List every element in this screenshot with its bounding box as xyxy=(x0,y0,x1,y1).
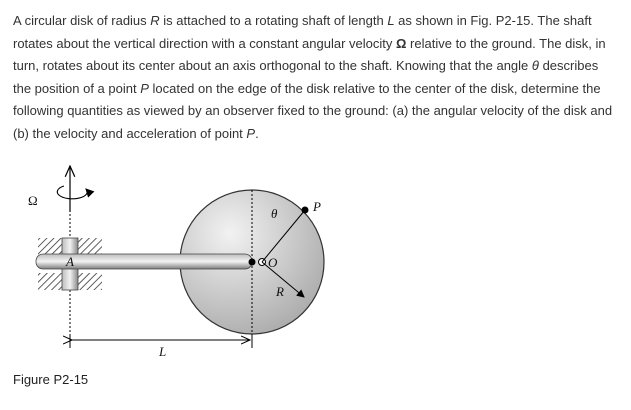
bearing-top-left xyxy=(38,238,62,255)
text-part: describes the position of a point xyxy=(13,58,599,96)
label-O: O xyxy=(268,255,278,270)
figure-caption: Figure P2-15 xyxy=(13,372,89,387)
figure-p2-15 xyxy=(0,150,360,370)
rotation-arrow xyxy=(57,186,87,199)
var-omega: Ω xyxy=(396,35,407,51)
label-P: P xyxy=(313,199,321,214)
point-P xyxy=(302,207,309,214)
bearing-bottom-right xyxy=(78,273,102,290)
text-part: relative to the ground. The disk, in turn, rotates about its center about an axis orthogonal to the shaft. Knowing that the angle xyxy=(13,35,606,74)
label-A: A xyxy=(66,254,74,269)
var-R: R xyxy=(150,13,160,28)
text-part: as shown in Fig. P2-15. The shaft rotates about the vertical direction with a constant angular velocity xyxy=(13,13,592,51)
bearing-top-right xyxy=(78,238,102,255)
text-part: located on the edge of the disk relative to the center of the disk, determine the following quantities as viewed by an observer fixed to the ground: (a) the angular velocity of the disk and (b) the velocity and acceleration of point xyxy=(13,80,613,141)
text-part: is attached to a rotating shaft of length xyxy=(159,13,388,28)
label-R: R xyxy=(276,284,284,299)
label-L: L xyxy=(159,344,167,359)
label-theta: θ xyxy=(271,206,278,221)
label-omega: Ω xyxy=(28,193,38,208)
problem-statement xyxy=(13,10,619,146)
var-P: P xyxy=(140,80,149,96)
text-part: . xyxy=(255,125,259,141)
var-P: P xyxy=(246,125,256,141)
var-theta: θ xyxy=(531,58,539,74)
shaft-end-dot xyxy=(249,259,256,266)
text-part: A circular disk of radius xyxy=(13,13,151,28)
bearing-bottom-left xyxy=(38,273,62,290)
var-L: L xyxy=(387,13,395,28)
